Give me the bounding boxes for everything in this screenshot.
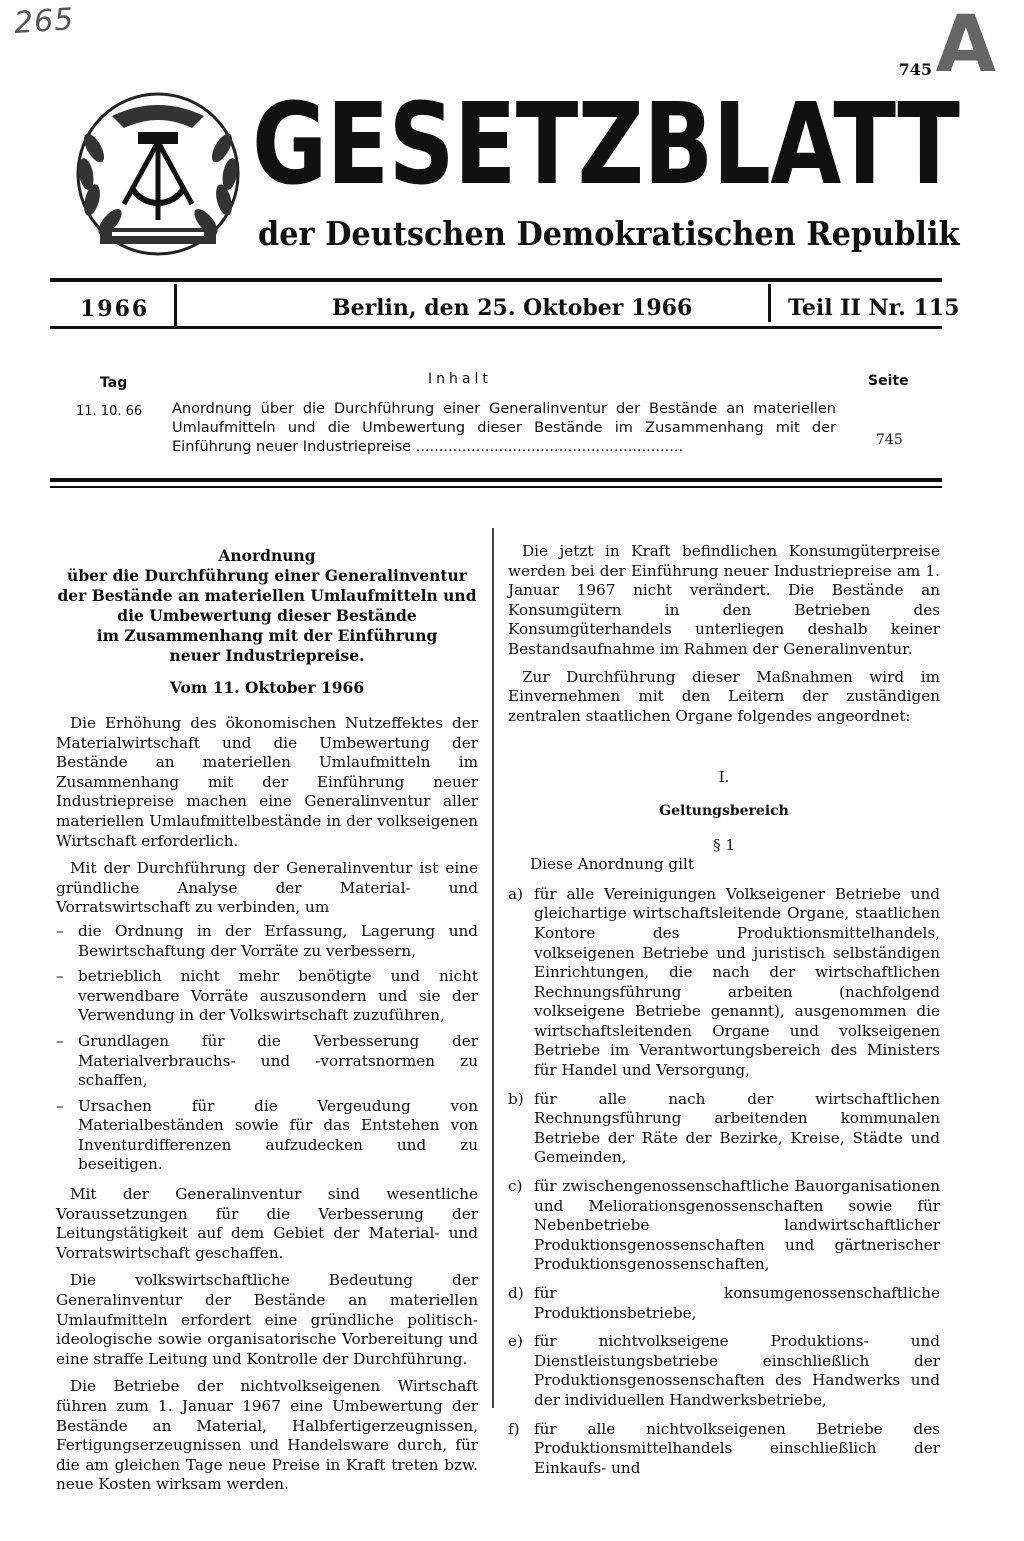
issue-year: 1966 bbox=[80, 296, 150, 322]
list-item bbox=[508, 1177, 940, 1275]
paragraph: Die volkswirtschaftliche Bedeutung der Generalinventur der Bestände an materiellen Umlaufmitteln erfordert eine gründliche politisch-ideologische sowie organisatorische Vorbereitung und eine straffe Leitung und Kontrolle der Durchführung. bbox=[56, 1271, 478, 1368]
article-title-line: über die Durchführung einer Generalinventur bbox=[67, 566, 467, 585]
paragraph: Die jetzt in Kraft befindlichen Konsumgüterpreise werden bei der Einführung neuer Industriepreise am 1. Januar 1967 nicht verändert. Die Bestände an Konsumgütern in den Betrieben des Konsumgüterhandels unterliegen deshalb keiner Bestandsaufnahme im Rahmen der Generalinventur. bbox=[508, 542, 940, 658]
left-column bbox=[56, 714, 478, 1503]
toc-column-content: Inhalt bbox=[428, 371, 492, 387]
paragraph: Die Erhöhung des ökonomischen Nutzeffektes der Materialwirtschaft und die Umbewertung der Bestände an materiellen Umlaufmitteln im Zusammenhang mit der Einführung neuer Industriepreise machen eine Generalinventur aller materiellen Umlaufmittelbestände in der volkseigenen Wirtschaft erforderlich. bbox=[56, 714, 478, 850]
article-date: Vom 11. Oktober 1966 bbox=[169, 678, 365, 697]
toc-column-page: Seite bbox=[868, 373, 909, 389]
header-top-rule bbox=[50, 278, 942, 282]
ddr-emblem-icon bbox=[72, 88, 244, 260]
article-title-line: die Umbewertung dieser Bestände bbox=[117, 606, 417, 625]
toc-entry-title bbox=[172, 400, 836, 457]
paragraph-number: § 1 bbox=[712, 835, 736, 854]
list-item-text: Grundlagen für die Verbesserung der Materialverbrauchs- und -vorratsnormen zu schaffen, bbox=[78, 1031, 478, 1090]
list-item-marker: c) bbox=[508, 1177, 523, 1196]
header-divider bbox=[174, 284, 177, 326]
header-divider bbox=[768, 284, 771, 322]
list-item: – Grundlagen für die Verbesserung der Materialverbrauchs- und -vorratsnormen zu schaffen, bbox=[56, 1031, 478, 1090]
article-title-line: im Zusammenhang mit der Einführung bbox=[96, 626, 438, 645]
list-item-text: für nichtvolkseigene Produktions- und Dienstleistungsbetriebe einschließlich der Produktionsgenossenschaften des Handwerks und der individuellen Handwerksbetriebe, bbox=[534, 1332, 940, 1409]
section-title: Geltungsbereich bbox=[659, 802, 789, 819]
list-item bbox=[508, 1090, 940, 1168]
toc-entry-date: 11. 10. 66 bbox=[76, 404, 143, 419]
archive-stamp: A bbox=[935, 0, 996, 90]
paragraph: Zur Durchführung dieser Maßnahmen wird im Einvernehmen mit den Leitern der zuständigen zentralen staatlichen Organe folgendes angeordnet: bbox=[508, 667, 940, 725]
paragraph-intro: Diese Anordnung gilt bbox=[530, 855, 694, 874]
toc-rule-thick bbox=[50, 478, 942, 482]
toc-column-day: Tag bbox=[100, 375, 128, 391]
article-title-line: der Bestände an materiellen Umlaufmitteln und bbox=[57, 586, 477, 605]
list-item: – die Ordnung in der Erfassung, Lagerung und Bewirtschaftung der Vorräte zu verbessern, bbox=[56, 921, 478, 960]
section-number: I. bbox=[718, 768, 730, 787]
issue-part-number: Teil II Nr. 115 bbox=[788, 295, 960, 321]
paragraph: Mit der Durchführung der Generalinventur ist eine gründliche Analyse der Material- und Vorratswirtschaft zu verbinden, um bbox=[56, 859, 478, 917]
paragraph: Mit der Generalinventur sind wesentliche Voraussetzungen für die Verbesserung der Leitungstätigkeit auf dem Gebiet der Material- und Vorratswirtschaft geschaffen. bbox=[56, 1185, 478, 1262]
list-item-marker: b) bbox=[508, 1089, 524, 1108]
masthead-subtitle: der Deutschen Demokratischen Republik bbox=[258, 214, 960, 253]
list-item-text: die Ordnung in der Erfassung, Lagerung und Bewirtschaftung der Vorräte zu verbessern, bbox=[78, 921, 478, 960]
list-item-text: für konsumgenossenschaftliche Produktionsbetriebe, bbox=[534, 1284, 940, 1322]
list-item-text: Ursachen für die Vergeudung von Materialbeständen sowie für das Entstehen von Inventurdifferenzen aufzudecken und zu beseitigen. bbox=[78, 1096, 478, 1174]
list-item bbox=[508, 1332, 940, 1410]
list-item-text: für alle Vereinigungen Volkseigener Betriebe und gleichartige wirtschaftsleitende Organe, staatlichen Kontore des Produktionsmittelhandels, volkseigenen Betriebe und juristisch selbständigen Einrichtungen, die nach der wirtschaftlichen Rechnungsführung arbeiten (nachfolgend volkseigene Betriebe genannt), ausgenommen die wirtschaftsleitenden Organe und volkseigenen Betriebe im Verantwortungsbereich des Ministers für Handel und Versorgung, bbox=[534, 884, 940, 1080]
list-item bbox=[508, 1420, 940, 1479]
list-item-marker: f) bbox=[508, 1419, 520, 1438]
list-item-text: für alle nach der wirtschaftlichen Rechnungsführung arbeitenden kommunalen Betriebe der Räte der Bezirke, Kreise, Städte und Gemeinden, bbox=[534, 1089, 940, 1167]
paragraph: Die Betriebe der nichtvolkseigenen Wirtschaft führen zum 1. Januar 1967 eine Umbewertung der Bestände an Material, Halbfertigerzeugnissen, Fertigungserzeugnissen und Handelsware durch, für die am gleichen Tage neue Preise in Kraft treten bzw. neue Kosten wirksam werden. bbox=[56, 1377, 478, 1494]
list-item: – betrieblich nicht mehr benötigte und nicht verwendbare Vorräte auszusondern und sie der Verwendung in der Volkswirtschaft zuzuführen, bbox=[56, 967, 478, 1025]
list-item bbox=[508, 885, 940, 1081]
toc-entry-title-text: Anordnung über die Durchführung einer Generalinventur der Bestände an materiellen Umlaufmitteln und die Umbewertung dieser Bestände im Zusammenhang mit der Einführung neuer Industriepreise bbox=[172, 401, 836, 455]
masthead-title: GESETZBLATT bbox=[252, 80, 960, 210]
handwritten-note: 265 bbox=[12, 1, 76, 42]
article-title bbox=[56, 546, 478, 666]
article-title-line: neuer Industriepreise. bbox=[169, 646, 365, 665]
list-item-marker: d) bbox=[508, 1284, 524, 1302]
toc-rule-thin bbox=[50, 486, 942, 488]
list-item-text: für alle nichtvolkseigenen Betriebe des Produktionsmittelhandels einschließlich der Einkaufs- und bbox=[534, 1419, 940, 1477]
article-title-line: Anordnung bbox=[218, 546, 316, 565]
column-divider bbox=[492, 528, 494, 1408]
list-item-text: betrieblich nicht mehr benötigte und nicht verwendbare Vorräte auszusondern und sie der Verwendung in der Volkswirtschaft zuzuführen, bbox=[78, 967, 478, 1025]
list-item-text: für zwischengenossenschaftliche Bauorganisationen und Meliorationsgenossenschaften sowie für Nebenbetriebe landwirtschaftlicher Produktionsgenossenschaften und gärtnerischer Produktionsgenossenschaften, bbox=[534, 1177, 940, 1274]
toc-entry-page: 745 bbox=[876, 432, 903, 448]
right-column bbox=[508, 542, 940, 1487]
list-item-marker: e) bbox=[508, 1332, 523, 1351]
issue-date: Berlin, den 25. Oktober 1966 bbox=[332, 295, 693, 321]
list-item: – Ursachen für die Vergeudung von Materialbeständen sowie für das Entstehen von Inventurdifferenzen aufzudecken und zu beseitigen. bbox=[56, 1096, 478, 1174]
list-item bbox=[508, 1284, 940, 1323]
header-bottom-rule bbox=[50, 326, 942, 329]
page-number: 745 bbox=[898, 60, 932, 79]
list-item-marker: a) bbox=[508, 884, 523, 903]
toc-leader-dots: .......................................................... bbox=[415, 439, 684, 455]
